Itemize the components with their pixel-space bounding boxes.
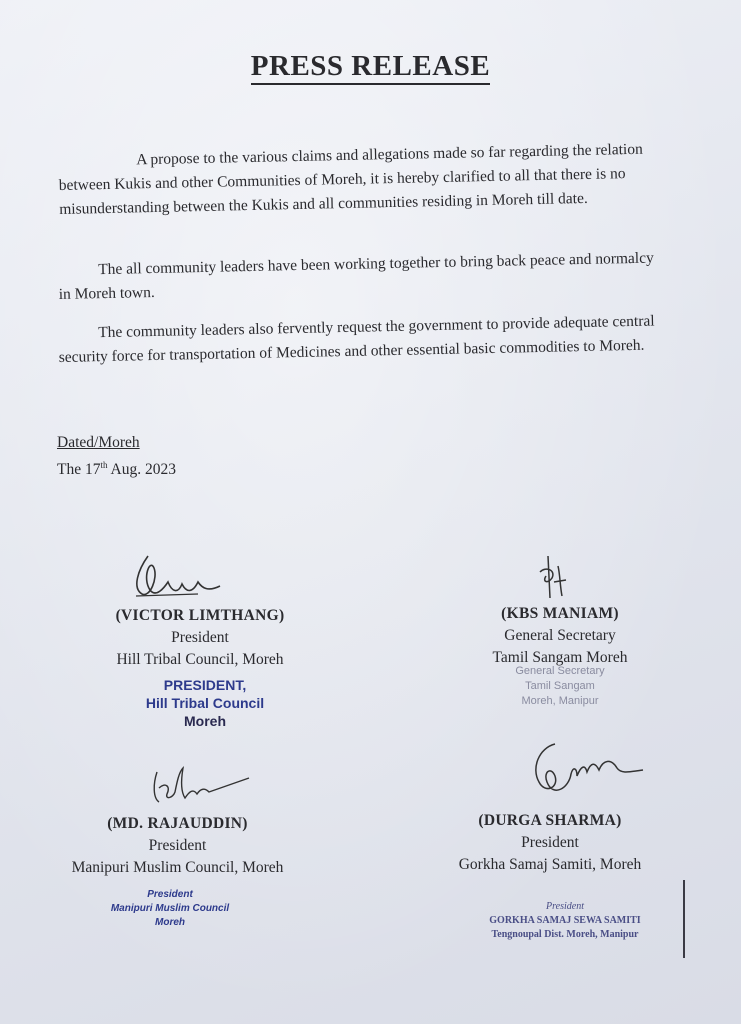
signature-md-rajauddin — [145, 758, 255, 810]
paragraph-3: The community leaders also fervently request the government to provide adequate central security force for transportation of Medicines and other essential basic commodities to Moreh. — [58, 312, 655, 366]
signatory-org: Tamil Sangam Moreh — [492, 649, 628, 666]
signatory-org: Gorkha Samaj Samiti, Moreh — [458, 856, 642, 873]
official-stamp-4 — [455, 900, 675, 942]
signatory-org: Hill Tribal Council, Moreh — [116, 651, 284, 668]
signature-durga-sharma — [525, 738, 655, 808]
signatory-4 — [425, 810, 675, 876]
official-stamp-1 — [120, 676, 290, 730]
stamp-line: GORKHA SAMAJ SEWA SAMITI — [489, 915, 641, 926]
stamp-line: President — [147, 889, 193, 900]
signatory-name: (DURGA SHARMA) — [478, 812, 622, 829]
official-stamp-3 — [85, 888, 255, 930]
stamp-line: Moreh — [184, 713, 226, 729]
signatory-2 — [440, 603, 680, 669]
signatory-role: President — [521, 834, 579, 851]
signatory-role: General Secretary — [504, 627, 616, 644]
paragraph-2: The all community leaders have been working together to bring back peace and normalcy in Moreh town. — [58, 249, 654, 303]
date-line — [57, 454, 176, 481]
date-month-year: Aug. 2023 — [110, 461, 176, 479]
signatory-name: (KBS MANIAM) — [501, 605, 619, 622]
page-title — [0, 50, 741, 83]
stamp-line: Moreh, Manipur — [521, 695, 599, 707]
signature-kbs-maniam — [530, 552, 580, 602]
date-day: The 17 — [57, 461, 101, 479]
dated-label: Dated/Moreh — [57, 434, 140, 451]
stamp-line: General Secretary — [515, 665, 605, 677]
margin-line — [683, 880, 685, 958]
stamp-line: Tamil Sangam — [525, 680, 595, 692]
date-block — [57, 432, 176, 481]
signatory-name: (VICTOR LIMTHANG) — [115, 607, 285, 624]
date-suffix-sup: th — [100, 460, 108, 470]
stamp-line: Hill Tribal Council — [145, 695, 265, 711]
signatory-3 — [30, 813, 325, 879]
official-stamp-2 — [470, 664, 650, 709]
stamp-line: Manipuri Muslim Council — [110, 903, 230, 914]
title-text: PRESS RELEASE — [251, 50, 490, 85]
signatory-role: President — [148, 837, 207, 854]
signatory-role: President — [171, 629, 229, 646]
stamp-line: Moreh — [155, 917, 185, 928]
signatory-org: Manipuri Muslim Council, Moreh — [71, 859, 284, 876]
stamp-line: Tengnoupal Dist. Moreh, Manipur — [491, 929, 639, 940]
signatory-name: (MD. RAJAUDDIN) — [107, 815, 248, 832]
stamp-line: President — [546, 901, 584, 912]
signatory-1 — [60, 605, 340, 671]
stamp-line: PRESIDENT, — [163, 677, 247, 693]
paragraph-1: A propose to the various claims and allegations made so far regarding the relation between Kukis and other Communities of Moreh, it is hereby clarified to all that there is no misunderstanding between the Kukis and all communities residing in Moreh till date. — [58, 140, 643, 218]
signature-victor-limthang — [128, 548, 228, 606]
